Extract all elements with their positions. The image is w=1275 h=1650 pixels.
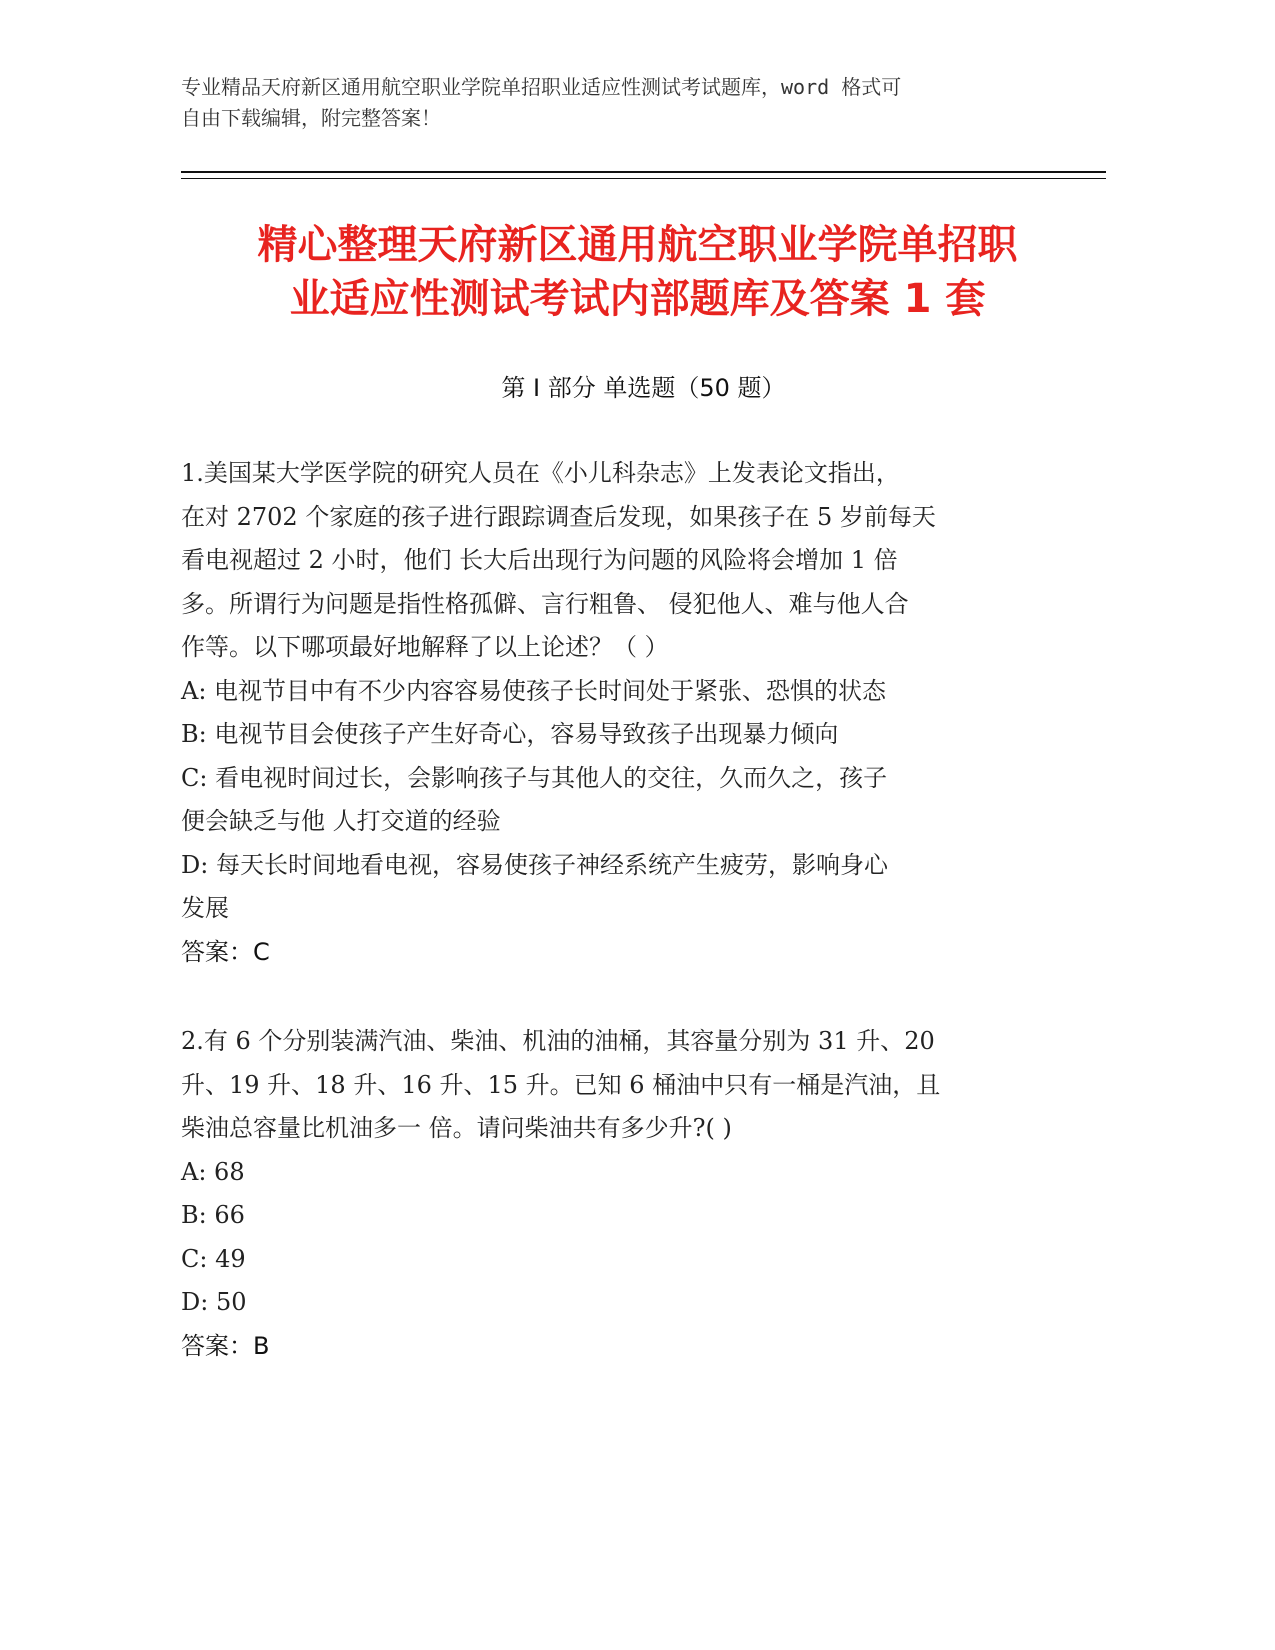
header-note-line: 自由下载编辑，附完整答案！ xyxy=(181,106,441,130)
option-d: D: 每天长时间地看电视，容易使孩子神经系统产生疲劳，影响身心 xyxy=(181,850,888,879)
document-title-line: 精心整理天府新区通用航空职业学院单招职 xyxy=(257,222,1018,268)
question-stem-line: 2.有 6 个分别装满汽油、柴油、机油的油桶，其容量分别为 31 升、20 xyxy=(181,1027,935,1055)
header-divider-thick xyxy=(181,171,1106,173)
document-title xyxy=(160,218,1115,326)
option-d: D: 50 xyxy=(181,1288,247,1316)
header-divider-thin xyxy=(181,178,1106,179)
answer-line: 答案：C xyxy=(181,937,270,966)
question-stem-line: 1.美国某大学医学院的研究人员在《小儿科杂志》上发表论文指出， xyxy=(181,459,900,487)
question-stem-line: 作等。以下哪项最好地解释了以上论述？（ ） xyxy=(181,633,669,661)
question-stem-line: 升、19 升、18 升、16 升、15 升。已知 6 桶油中只有一桶是汽油，且 xyxy=(181,1070,941,1099)
option-c: C: 49 xyxy=(181,1244,246,1273)
option-a: A: 68 xyxy=(181,1157,245,1186)
option-b: B: 电视节目会使孩子产生好奇心，容易导致孩子出现暴力倾向 xyxy=(181,720,839,748)
question-2 xyxy=(181,1020,1061,1368)
option-c: C: 看电视时间过长，会影响孩子与其他人的交往，久而久之，孩子 xyxy=(181,763,888,792)
option-a: A: 电视节目中有不少内容容易使孩子长时间处于紧张、恐惧的状态 xyxy=(181,676,887,705)
option-b: B: 66 xyxy=(181,1201,245,1229)
question-stem-line: 在对 2702 个家庭的孩子进行跟踪调查后发现，如果孩子在 5 岁前每天 xyxy=(181,502,936,531)
section-heading: 第 I 部分 单选题（50 题） xyxy=(501,374,786,402)
header-note xyxy=(181,72,1061,134)
option-c-continued: 便会缺乏与他 人打交道的经验 xyxy=(181,807,501,835)
answer-line: 答案：B xyxy=(181,1331,270,1360)
question-stem-line: 看电视超过 2 小时，他们 长大后出现行为问题的风险将会增加 1 倍 xyxy=(181,546,898,574)
question-stem-line: 多。所谓行为问题是指性格孤僻、言行粗鲁、 侵犯他人、难与他人合 xyxy=(181,589,909,618)
header-note-line: 专业精品天府新区通用航空职业学院单招职业适应性测试考试题库，word 格式可 xyxy=(181,75,902,99)
option-d-continued: 发展 xyxy=(181,894,229,922)
question-1 xyxy=(181,452,1061,974)
question-stem-line: 柴油总容量比机油多一 倍。请问柴油共有多少升?( ) xyxy=(181,1114,732,1142)
document-title-line: 业适应性测试考试内部题库及答案 1 套 xyxy=(289,276,986,322)
